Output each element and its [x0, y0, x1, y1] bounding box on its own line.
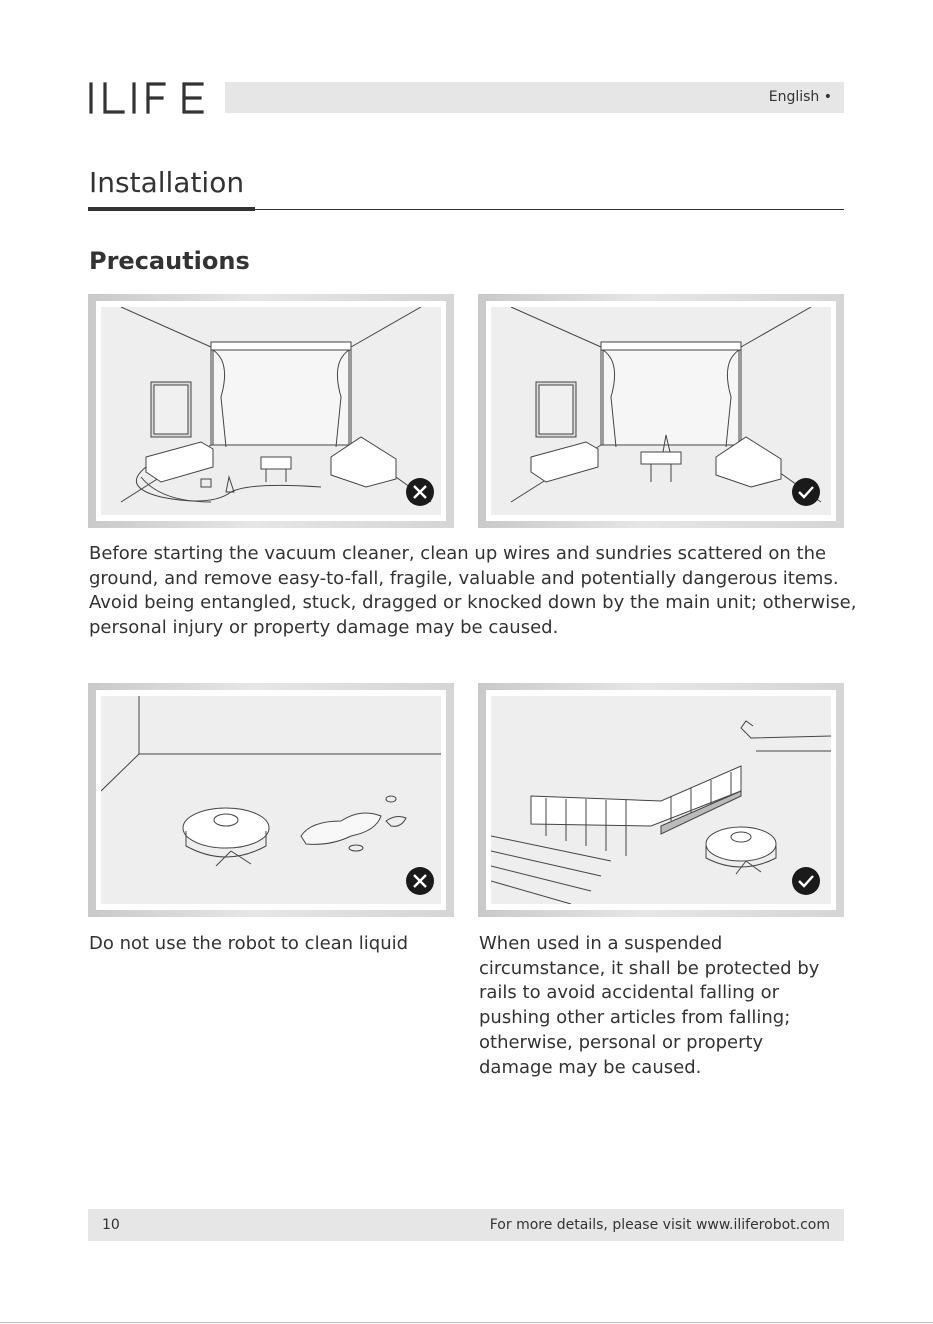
cross-icon [405, 866, 435, 896]
illustration-cluttered-room [88, 294, 454, 528]
header-bar [225, 82, 844, 113]
illustration-tidy-room [478, 294, 844, 528]
room-scene [491, 307, 831, 515]
cross-icon [405, 477, 435, 507]
check-icon [791, 866, 821, 896]
precaution-text-suspended: When used in a suspended circumstance, it shall be protected by rails to avoid accidental falling or pushing other articles from falling; otherwise, personal or property damage may be caused. [479, 933, 820, 1078]
precaution-text-liquid: Do not use the robot to clean liquid [89, 933, 409, 954]
illustration-liquid-spill [88, 683, 454, 917]
section-subtitle: Precautions [89, 247, 250, 275]
precaution-text-wires: Before starting the vacuum cleaner, clean up wires and sundries scattered on the ground, and remove easy-to-fall, fragile, valuable and potentially dangerous items. Avoid being entangled, stuck, dragged or knocked down by the main unit; otherwise, personal injury or property damage may be caused. [89, 543, 857, 639]
check-icon [791, 477, 821, 507]
language-label: English • [768, 89, 832, 105]
room-scene [101, 307, 441, 515]
ilife-logo [88, 80, 208, 116]
illustration-stair-rail [478, 683, 844, 917]
footer-note: For more details, please visit www.iliferobot.com [489, 1217, 830, 1233]
footer-bar [88, 1209, 844, 1241]
page-edge [0, 1322, 933, 1323]
page-title: Installation [89, 166, 245, 199]
stairs-scene [491, 696, 831, 904]
floor-scene [101, 696, 441, 904]
title-underline [88, 207, 255, 211]
page-number: 10 [102, 1217, 120, 1233]
